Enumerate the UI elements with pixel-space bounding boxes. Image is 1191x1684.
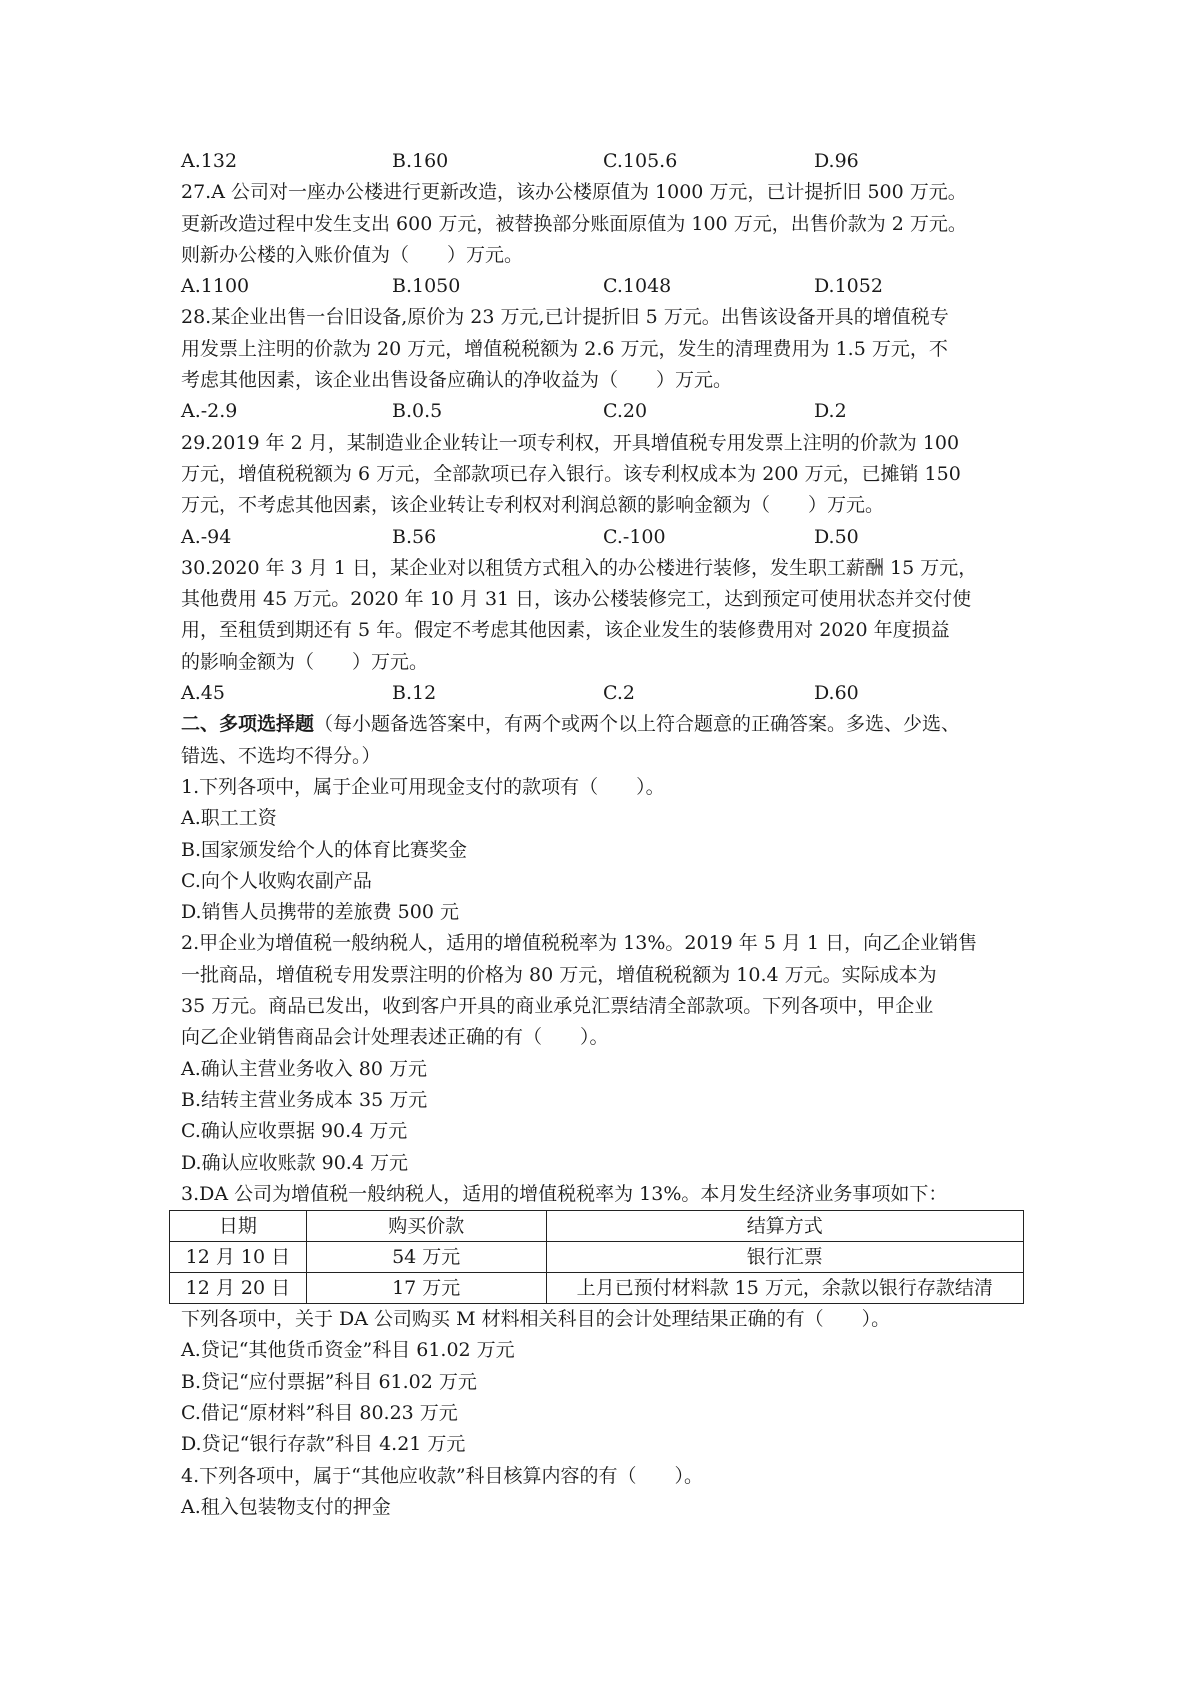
- q30-options: [181, 678, 1029, 709]
- q29-option-c: C.-100: [603, 525, 666, 548]
- q29-line-1: 29.2019 年 2 月，某制造业企业转让一项专利权，开具增值税专用发票上注明的价款为 100: [181, 431, 960, 454]
- m4-stem: 4.下列各项中，属于“其他应收款”科目核算内容的有（ ）。: [181, 1464, 704, 1487]
- q28-options: [181, 396, 1029, 427]
- multi-question-3: [181, 1179, 1029, 1461]
- table-header-row: [170, 1211, 1024, 1242]
- m3-question: 下列各项中，关于 DA 公司购买 M 材料相关科目的会计处理结果正确的有（ ）。: [181, 1308, 891, 1331]
- m4-option-a: A.租入包装物支付的押金: [181, 1495, 391, 1518]
- q30-option-d: D.60: [814, 682, 859, 705]
- m2-option-a: A.确认主营业务收入 80 万元: [181, 1057, 428, 1080]
- q30-line-2: 其他费用 45 万元。2020 年 10 月 31 日，该办公楼装修完工，达到预定可使用状态并交付使: [181, 588, 972, 611]
- q27-option-b: B.1050: [392, 275, 461, 298]
- table-cell: 12 月 10 日: [170, 1242, 307, 1273]
- table-row: [170, 1242, 1024, 1273]
- m1-option-b: B.国家颁发给个人的体育比赛奖金: [181, 838, 468, 861]
- q27-line-2: 更新改造过程中发生支出 600 万元，被替换部分账面原值为 100 万元，出售价款为 2 万元。: [181, 212, 967, 235]
- q30-option-a: A.45: [181, 682, 225, 705]
- question-30: [181, 553, 1029, 709]
- table-cell: 12 月 20 日: [170, 1273, 307, 1304]
- q26-option-d: D.96: [814, 150, 859, 172]
- m3-option-d: D.贷记“银行存款”科目 4.21 万元: [181, 1433, 466, 1456]
- document-body: [181, 146, 1029, 1523]
- table-cell: 上月已预付材料款 15 万元，余款以银行存款结清: [546, 1273, 1023, 1304]
- q29-line-2: 万元，增值税税额为 6 万元，全部款项已存入银行。该专利权成本为 200 万元，已摊销 150: [181, 462, 961, 485]
- q30-option-b: B.12: [392, 682, 437, 705]
- m3-option-b: B.贷记“应付票据”科目 61.02 万元: [181, 1370, 477, 1393]
- q28-line-1: 28.某企业出售一台旧设备,原价为 23 万元,已计提折旧 5 万元。出售该设备开具的增值税专: [181, 306, 949, 329]
- q27-option-a: A.1100: [181, 275, 250, 298]
- m2-option-d: D.确认应收账款 90.4 万元: [181, 1151, 408, 1174]
- table-cell: 银行汇票: [546, 1242, 1023, 1273]
- multi-question-2: [181, 928, 1029, 1178]
- m1-stem: 1.下列各项中，属于企业可用现金支付的款项有（ ）。: [181, 775, 665, 798]
- q30-line-1: 30.2020 年 3 月 1 日，某企业对以租赁方式租入的办公楼进行装修，发生职工薪酬 15 万元，: [181, 556, 978, 579]
- q27-option-d: D.1052: [814, 275, 883, 298]
- m2-option-c: C.确认应收票据 90.4 万元: [181, 1120, 408, 1143]
- q29-option-a: A.-94: [181, 525, 232, 548]
- q26-options: [181, 146, 1029, 177]
- table-row: [170, 1273, 1024, 1304]
- section-heading: [181, 709, 1029, 740]
- q28-option-a: A.-2.9: [181, 400, 238, 423]
- q30-line-4: 的影响金额为（ ）万元。: [181, 650, 429, 673]
- q29-option-d: D.50: [814, 525, 859, 548]
- q28-option-d: D.2: [814, 400, 847, 423]
- q28-option-c: C.20: [603, 400, 648, 423]
- q26-option-b: B.160: [392, 150, 449, 172]
- q27-options: [181, 271, 1029, 302]
- q27-line-1: 27.A 公司对一座办公楼进行更新改造，该办公楼原值为 1000 万元，已计提折旧 500 万元。: [181, 181, 967, 204]
- q28-line-2: 用发票上注明的价款为 20 万元，增值税税额为 2.6 万元，发生的清理费用为 1.5 万元，不: [181, 337, 948, 360]
- m3-option-a: A.贷记“其他货币资金”科目 61.02 万元: [181, 1339, 515, 1362]
- question-29: [181, 428, 1029, 553]
- question-28: [181, 302, 1029, 427]
- q29-line-3: 万元，不考虑其他因素，该企业转让专利权对利润总额的影响金额为（ ）万元。: [181, 494, 885, 517]
- section-description-cont: 错选、不选均不得分。）: [181, 744, 381, 767]
- m3-option-c: C.借记“原材料”科目 80.23 万元: [181, 1401, 458, 1424]
- table-header-cell: 结算方式: [546, 1211, 1023, 1242]
- m2-line-1: 2.甲企业为增值税一般纳税人，适用的增值税税率为 13%。2019 年 5 月 1 日，向乙企业销售: [181, 932, 978, 955]
- m2-option-b: B.结转主营业务成本 35 万元: [181, 1088, 428, 1111]
- q27-line-3: 则新办公楼的入账价值为（ ）万元。: [181, 243, 524, 266]
- table-header-cell: 日期: [170, 1211, 307, 1242]
- q29-options: [181, 522, 1029, 553]
- m2-line-2: 一批商品，增值税专用发票注明的价格为 80 万元，增值税税额为 10.4 万元。实际成本为: [181, 963, 937, 986]
- q27-option-c: C.1048: [603, 275, 672, 298]
- q28-line-3: 考虑其他因素，该企业出售设备应确认的净收益为（ ）万元。: [181, 369, 733, 392]
- table-header-cell: 购买价款: [306, 1211, 546, 1242]
- m3-intro: 3.DA 公司为增值税一般纳税人，适用的增值税税率为 13%。本月发生经济业务事项如下：: [181, 1182, 948, 1205]
- q30-option-c: C.2: [603, 682, 635, 705]
- m2-line-4: 向乙企业销售商品会计处理表述正确的有（ ）。: [181, 1026, 609, 1049]
- table-cell: 17 万元: [306, 1273, 546, 1304]
- table-cell: 54 万元: [306, 1242, 546, 1273]
- section-title: 二、多项选择题: [181, 713, 315, 736]
- multi-question-4: [181, 1461, 1029, 1524]
- multi-question-1: [181, 772, 1029, 928]
- m2-line-3: 35 万元。商品已发出，收到客户开具的商业承兑汇票结清全部款项。下列各项中，甲企业: [181, 995, 934, 1018]
- q26-option-c: C.105.6: [603, 150, 678, 172]
- q28-option-b: B.0.5: [392, 400, 443, 423]
- q29-option-b: B.56: [392, 525, 437, 548]
- transaction-table: [169, 1210, 1024, 1304]
- q26-option-a: A.132: [181, 150, 238, 172]
- section-description: （每小题备选答案中，有两个或两个以上符合题意的正确答案。多选、少选、: [314, 713, 961, 736]
- question-27: [181, 177, 1029, 302]
- q30-line-3: 用，至租赁到期还有 5 年。假定不考虑其他因素，该企业发生的装修费用对 2020 年度损益: [181, 619, 950, 642]
- m1-option-a: A.职工工资: [181, 807, 277, 830]
- m1-option-d: D.销售人员携带的差旅费 500 元: [181, 901, 459, 924]
- m1-option-c: C.向个人收购农副产品: [181, 869, 372, 892]
